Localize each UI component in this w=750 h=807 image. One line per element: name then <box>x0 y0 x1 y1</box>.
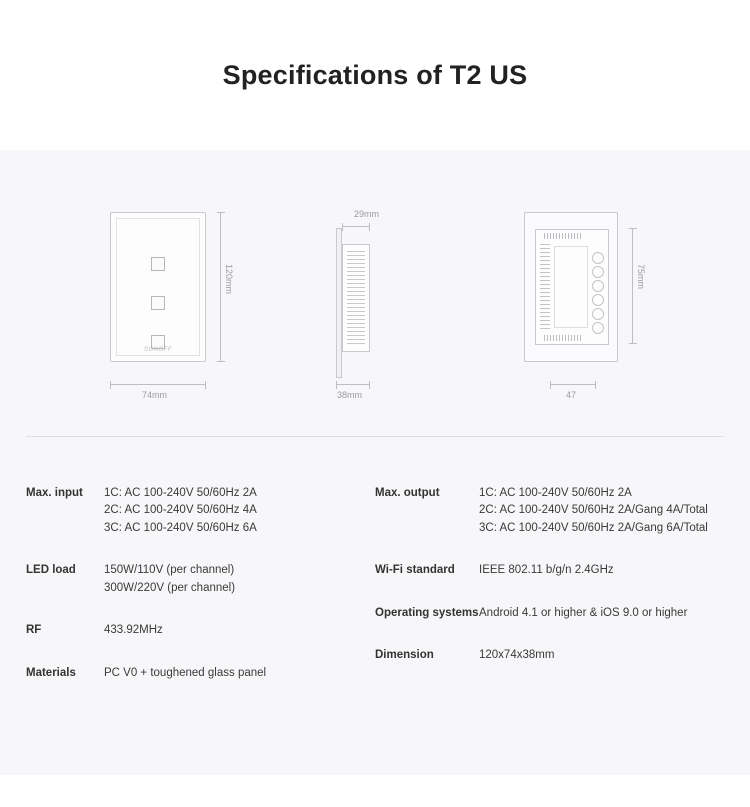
spec-value-line: Android 4.1 or higher & iOS 9.0 or higher <box>479 606 688 619</box>
back-width-label: 47 <box>566 390 577 400</box>
terminal-screw-icon <box>592 280 604 292</box>
spec-key: Materials <box>26 666 76 679</box>
spec-key: Wi-Fi standard <box>375 564 455 577</box>
front-width-dimension-line <box>110 384 206 385</box>
terminal-screw-icon <box>592 294 604 306</box>
spec-value-line: 3C: AC 100-240V 50/60Hz 2A/Gang 6A/Total <box>479 521 708 534</box>
back-height-label: 75mm <box>636 264 646 290</box>
spec-value-line: 150W/110V (per channel) <box>104 564 235 577</box>
spec-value-line: 1C: AC 100-240V 50/60Hz 2A <box>479 487 632 499</box>
touch-button-2-icon <box>151 296 165 310</box>
spec-key: RF <box>26 624 42 637</box>
spec-row <box>375 562 724 579</box>
specifications-table <box>26 485 724 707</box>
spec-key: Max. output <box>375 487 440 499</box>
section-divider <box>26 436 724 437</box>
side-width-dimension-line <box>336 384 370 385</box>
spec-row <box>26 622 375 639</box>
spec-key: LED load <box>26 564 76 577</box>
front-width-label: 74mm <box>142 390 168 400</box>
spec-row <box>375 647 724 664</box>
product-diagrams <box>0 150 750 410</box>
diagram-band <box>0 150 750 775</box>
spec-column-right <box>375 485 724 707</box>
terminal-screw-icon <box>592 308 604 320</box>
spec-value <box>479 562 614 579</box>
spec-value-line: 2C: AC 100-240V 50/60Hz 2A/Gang 4A/Total <box>479 504 708 517</box>
internal-module-outline <box>535 229 609 345</box>
side-body-housing <box>342 244 370 352</box>
spec-row <box>375 605 724 622</box>
back-height-dimension-line <box>632 228 633 344</box>
front-view-diagram <box>110 212 234 400</box>
spec-column-left <box>26 485 375 707</box>
spec-value-line: PC V0 + toughened glass panel <box>104 666 267 679</box>
bottom-contact-strip-icon <box>544 335 582 341</box>
spec-value <box>104 485 257 537</box>
terminal-screw-icon <box>592 266 604 278</box>
side-depth-label: 29mm <box>354 209 380 219</box>
spec-value-line: 2C: AC 100-240V 50/60Hz 4A <box>104 504 257 517</box>
back-view-diagram <box>524 212 646 400</box>
spec-row <box>26 485 375 537</box>
page-title: Specifications of T2 US <box>222 59 528 90</box>
terminal-screw-icon <box>592 252 604 264</box>
terminal-screw-group <box>592 252 604 336</box>
spec-value <box>104 622 163 639</box>
spec-value <box>479 647 554 664</box>
side-fins-pattern-icon <box>540 244 550 330</box>
back-panel-outline <box>524 212 618 362</box>
spec-value-line: 1C: AC 100-240V 50/60Hz 2A <box>104 487 257 499</box>
back-width-dimension-line <box>550 384 596 385</box>
spec-key: Dimension <box>375 649 434 662</box>
spec-row <box>375 485 724 537</box>
spec-value-line: 3C: AC 100-240V 50/60Hz 6A <box>104 521 257 534</box>
front-height-label: 120mm <box>224 264 234 295</box>
spec-value <box>104 665 266 682</box>
spec-value-line: 433.92MHz <box>104 624 163 637</box>
spec-key: Max. input <box>26 487 83 499</box>
front-panel-outline <box>110 212 206 362</box>
touch-button-1-icon <box>151 257 165 271</box>
module-inner-frame <box>554 246 588 328</box>
spec-row <box>26 562 375 597</box>
spec-value <box>479 605 687 622</box>
spec-value-line: IEEE 802.11 b/g/n 2.4GHz <box>479 564 614 577</box>
spec-value <box>104 562 235 597</box>
spec-row <box>26 665 375 682</box>
brand-logo: SONOFF <box>144 347 172 353</box>
front-height-dimension-line <box>220 212 221 362</box>
side-width-label: 38mm <box>337 390 363 400</box>
heat-fins-pattern-icon <box>347 251 365 345</box>
title-band <box>0 0 750 150</box>
spec-key: Operating systems <box>375 606 479 619</box>
spec-value <box>479 485 708 537</box>
side-depth-dimension-line <box>342 226 370 227</box>
top-contact-strip-icon <box>544 233 582 239</box>
spec-value-line: 300W/220V (per channel) <box>104 581 236 594</box>
terminal-screw-icon <box>592 322 604 334</box>
spec-value-line: 120x74x38mm <box>479 649 555 662</box>
